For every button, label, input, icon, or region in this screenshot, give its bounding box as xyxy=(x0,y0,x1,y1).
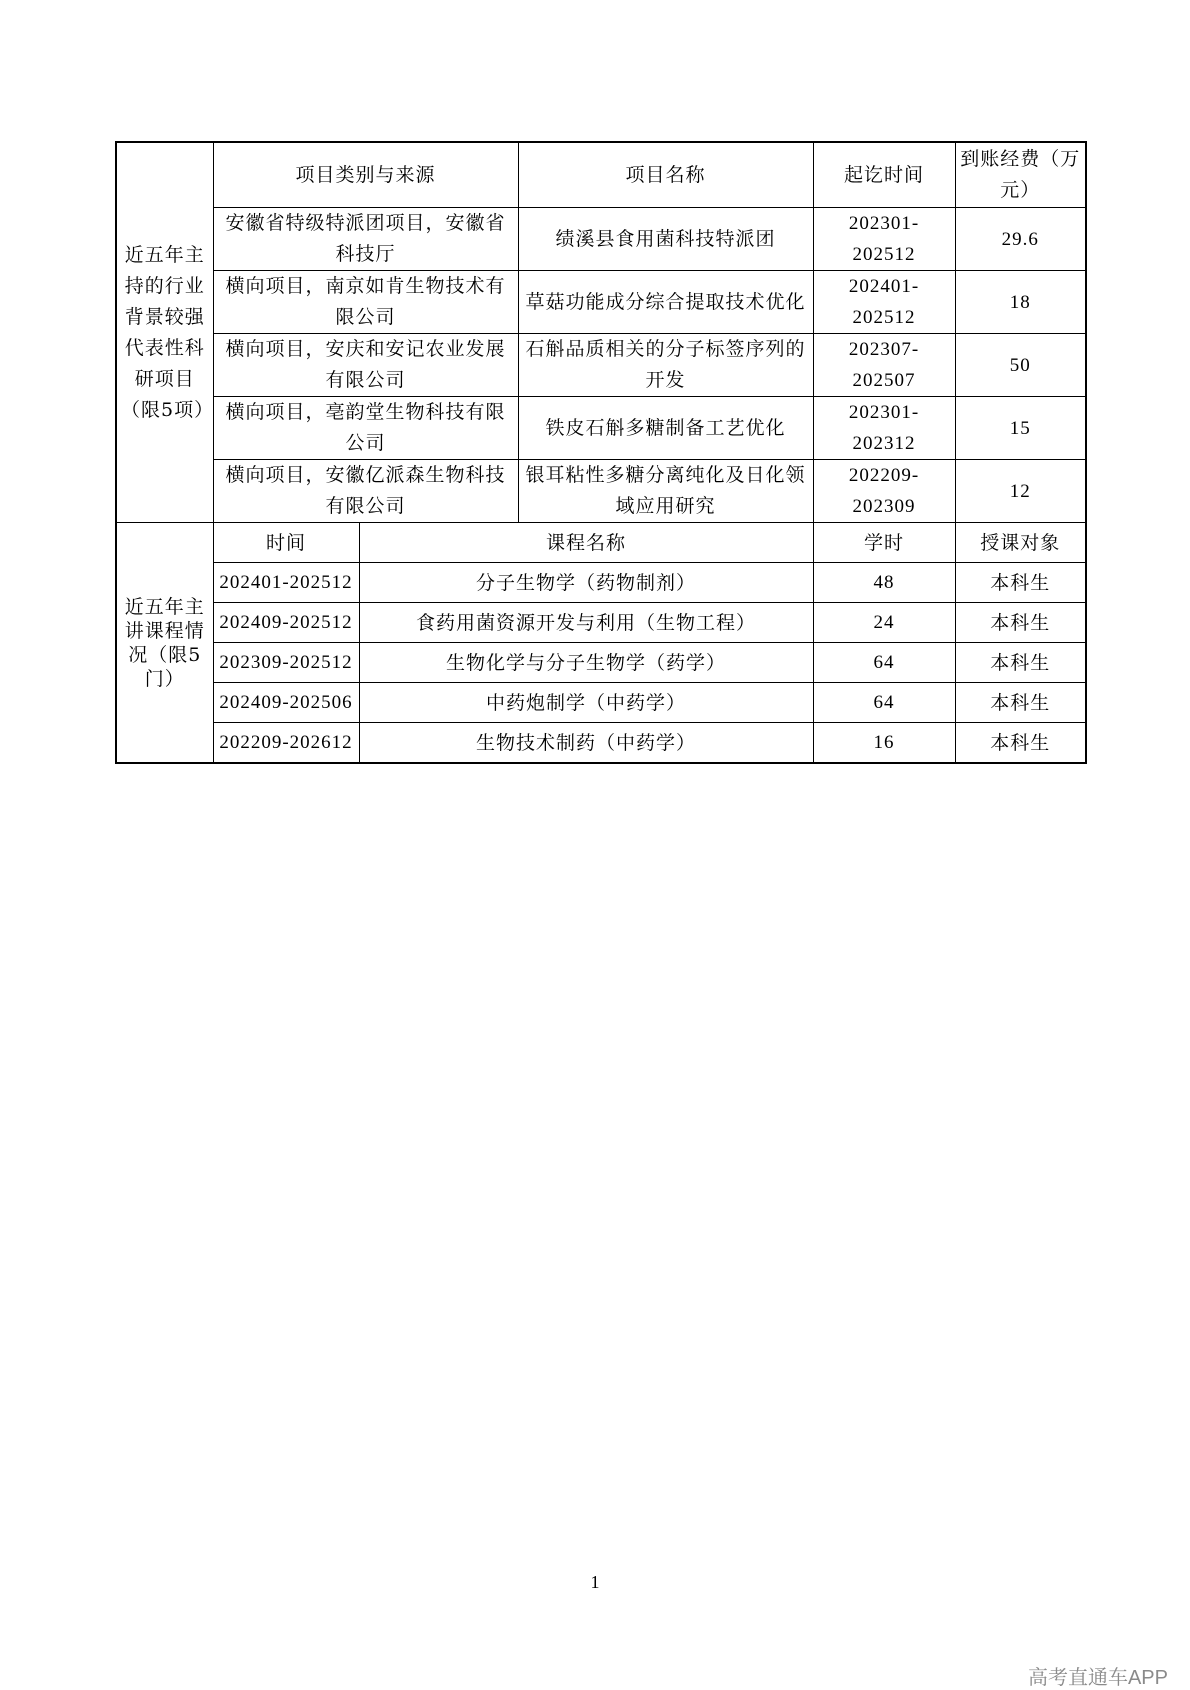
project-row xyxy=(116,271,1086,334)
project-row xyxy=(116,460,1086,523)
course-row xyxy=(116,643,1086,683)
course-row xyxy=(116,723,1086,764)
project-name: 草菇功能成分综合提取技术优化 xyxy=(518,271,813,334)
project-name: 铁皮石斛多糖制备工艺优化 xyxy=(518,397,813,460)
course-audience: 本科生 xyxy=(955,683,1086,723)
course-row xyxy=(116,603,1086,643)
course-time: 202209-202612 xyxy=(213,723,359,764)
course-audience: 本科生 xyxy=(955,643,1086,683)
course-time: 202409-202506 xyxy=(213,683,359,723)
course-row xyxy=(116,563,1086,603)
project-source: 安徽省特级特派团项目，安徽省科技厅 xyxy=(213,208,518,271)
courses-section-label: 近五年主讲课程情况（限5门） xyxy=(116,523,213,764)
header-period: 起讫时间 xyxy=(813,142,955,208)
course-name: 分子生物学（药物制剂） xyxy=(359,563,813,603)
project-name: 银耳粘性多糖分离纯化及日化领域应用研究 xyxy=(518,460,813,523)
project-name: 绩溪县食用菌科技特派团 xyxy=(518,208,813,271)
project-funding: 18 xyxy=(955,271,1086,334)
course-audience: 本科生 xyxy=(955,723,1086,764)
course-hours: 64 xyxy=(813,683,955,723)
header-project-name: 项目名称 xyxy=(518,142,813,208)
courses-header-row xyxy=(116,523,1086,563)
header-time: 时间 xyxy=(213,523,359,563)
project-period: 202401-202512 xyxy=(813,271,955,334)
projects-section-label: 近五年主持的行业背景较强代表性科研项目（限5项） xyxy=(116,142,213,523)
course-audience: 本科生 xyxy=(955,603,1086,643)
course-name: 食药用菌资源开发与利用（生物工程） xyxy=(359,603,813,643)
course-name: 生物技术制药（中药学） xyxy=(359,723,813,764)
project-period: 202301-202512 xyxy=(813,208,955,271)
header-hours: 学时 xyxy=(813,523,955,563)
course-name: 生物化学与分子生物学（药学） xyxy=(359,643,813,683)
header-audience: 授课对象 xyxy=(955,523,1086,563)
course-hours: 64 xyxy=(813,643,955,683)
course-hours: 48 xyxy=(813,563,955,603)
course-audience: 本科生 xyxy=(955,563,1086,603)
project-funding: 15 xyxy=(955,397,1086,460)
project-name: 石斛品质相关的分子标签序列的开发 xyxy=(518,334,813,397)
info-table xyxy=(115,141,1087,764)
course-name: 中药炮制学（中药学） xyxy=(359,683,813,723)
course-time: 202401-202512 xyxy=(213,563,359,603)
project-source: 横向项目，南京如肯生物技术有限公司 xyxy=(213,271,518,334)
project-row xyxy=(116,397,1086,460)
project-funding: 29.6 xyxy=(955,208,1086,271)
page-number: 1 xyxy=(590,1572,600,1592)
project-row xyxy=(116,208,1086,271)
project-period: 202307-202507 xyxy=(813,334,955,397)
projects-header-row xyxy=(116,142,1086,208)
project-row xyxy=(116,334,1086,397)
course-hours: 16 xyxy=(813,723,955,764)
project-funding: 12 xyxy=(955,460,1086,523)
project-period: 202301-202312 xyxy=(813,397,955,460)
course-time: 202309-202512 xyxy=(213,643,359,683)
project-source: 横向项目，安徽亿派森生物科技有限公司 xyxy=(213,460,518,523)
project-funding: 50 xyxy=(955,334,1086,397)
header-course-name: 课程名称 xyxy=(359,523,813,563)
header-funding: 到账经费（万元） xyxy=(955,142,1086,208)
project-source: 横向项目，亳韵堂生物科技有限公司 xyxy=(213,397,518,460)
project-source: 横向项目，安庆和安记农业发展有限公司 xyxy=(213,334,518,397)
course-hours: 24 xyxy=(813,603,955,643)
header-source: 项目类别与来源 xyxy=(213,142,518,208)
course-row xyxy=(116,683,1086,723)
watermark: 高考直通车APP xyxy=(1027,1667,1168,1689)
course-time: 202409-202512 xyxy=(213,603,359,643)
project-period: 202209-202309 xyxy=(813,460,955,523)
